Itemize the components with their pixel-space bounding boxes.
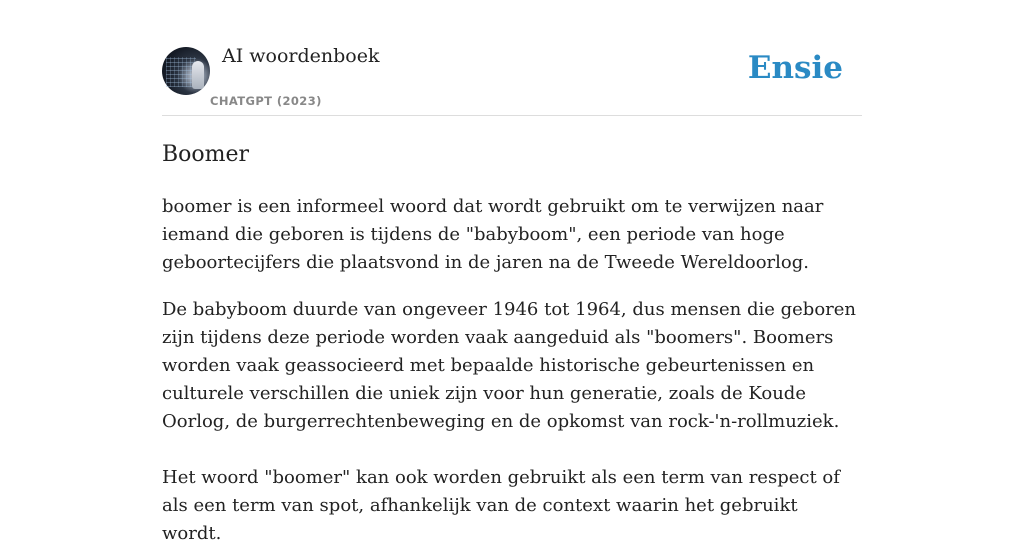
definition-paragraph-3: Het woord "boomer" kan ook worden gebruikt als een term van respect of als een term van spot, afhankelijk van de context waarin het gebruikt wordt. bbox=[162, 467, 840, 544]
source-label: CHATGPT (2023) bbox=[210, 94, 322, 108]
avatar[interactable] bbox=[162, 47, 210, 95]
entry-header bbox=[162, 0, 862, 116]
brand-logo[interactable]: Ensie bbox=[747, 50, 843, 86]
definition-paragraph-2: De babyboom duurde van ongeveer 1946 tot 1964, dus mensen die geboren zijn tijdens deze periode worden vaak aangeduid als "boomers". Boomers worden vaak geassocieerd met bepaalde historische gebeurtenissen en culturele verschillen die uniek zijn voor hun generatie, zoals de Koude Oorlog, de burgerrechtenbeweging en de opkomst van rock-'n-rollmuziek. bbox=[162, 299, 857, 432]
definition-paragraph-1: boomer is een informeel woord dat wordt gebruikt om te verwijzen naar iemand die geboren is tijdens de "babyboom", een periode van hoge geboortecijfers die plaatsvond in de jaren na de Tweede Wereldoorlog. bbox=[162, 196, 824, 273]
entry-term: Boomer bbox=[162, 142, 250, 167]
entry-card bbox=[162, 0, 862, 548]
dictionary-title[interactable]: AI woordenboek bbox=[222, 45, 380, 67]
robot-figure bbox=[192, 61, 204, 89]
